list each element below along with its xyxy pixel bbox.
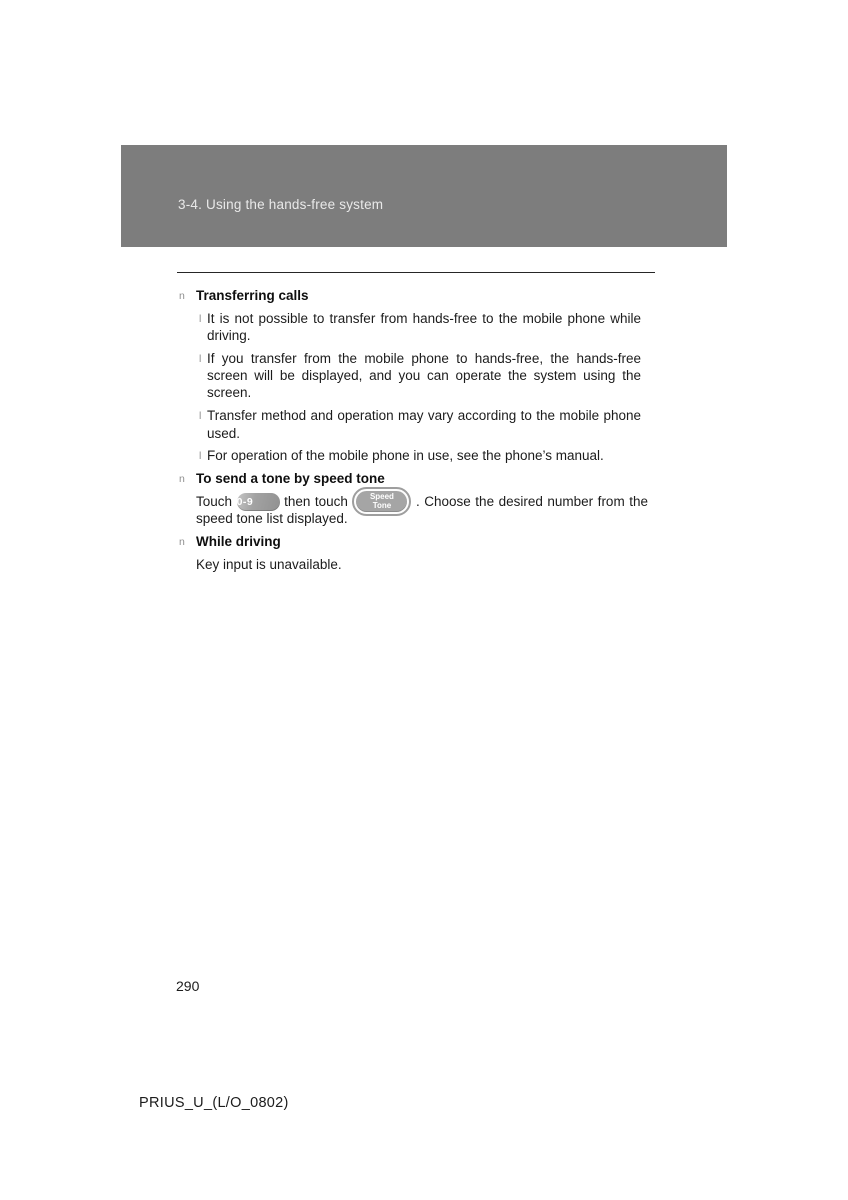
list-item-line: used.	[207, 425, 241, 441]
dash-bullet-marker: l	[199, 352, 202, 365]
section-title-text: Transferring calls	[196, 288, 309, 303]
dash-bullet-marker: l	[199, 450, 202, 463]
speed-tone-button	[352, 492, 411, 511]
list-item	[179, 310, 641, 345]
list-item-line: It is not possible to transfer from hands-free to the mobile phone while	[207, 310, 641, 326]
page-number: 290	[176, 978, 200, 994]
list-item-line: screen.	[207, 385, 252, 401]
section-header-band	[121, 145, 727, 247]
while-driving-paragraph: Key input is unavailable.	[196, 556, 342, 572]
list-item-line: If you transfer from the mobile phone to hands-free, the hands-free	[207, 350, 641, 366]
square-bullet-marker: n	[179, 536, 185, 549]
list-item-line: driving.	[207, 328, 251, 344]
document-code: PRIUS_U_(L/O_0802)	[139, 1095, 289, 1111]
list-item	[179, 407, 641, 442]
section-title-send-tone-by-speed-tone	[179, 470, 649, 487]
list-item-line: Transfer method and operation may vary according to the mobile phone	[207, 408, 641, 424]
list-item	[179, 350, 641, 402]
square-bullet-marker: n	[179, 473, 185, 486]
dash-bullet-marker: l	[199, 312, 202, 325]
speed-tone-button-face	[352, 487, 411, 516]
paragraph-text: Touch	[196, 493, 233, 509]
list-item-line: For operation of the mobile phone in use, see the phone’s manual.	[207, 448, 604, 464]
section-title-while-driving	[179, 533, 649, 550]
section-title-transferring-calls	[179, 287, 649, 304]
speed-tone-button-label: Speed Tone	[356, 491, 407, 512]
content-divider	[177, 272, 655, 273]
speed-tone-paragraph	[179, 493, 648, 528]
paragraph-text: . Choose the desired number from the	[415, 493, 648, 509]
square-bullet-marker: n	[179, 290, 185, 302]
list-item	[179, 447, 641, 464]
dash-bullet-marker: l	[199, 410, 202, 423]
section-breadcrumb: 3-4. Using the hands-free system	[178, 197, 384, 212]
paragraph-line: speed tone list displayed.	[196, 511, 348, 527]
paragraph-line	[196, 493, 648, 510]
section-title-text: To send a tone by speed tone	[196, 471, 385, 487]
paragraph-text: then touch	[284, 493, 348, 509]
digits-0-9-button-label: 0-9	[237, 493, 280, 511]
digits-0-9-button	[236, 495, 280, 508]
list-item-line: screen will be displayed, and you can operate the system using the	[207, 368, 641, 384]
page-content	[179, 287, 649, 579]
section-title-text: While driving	[196, 534, 281, 550]
